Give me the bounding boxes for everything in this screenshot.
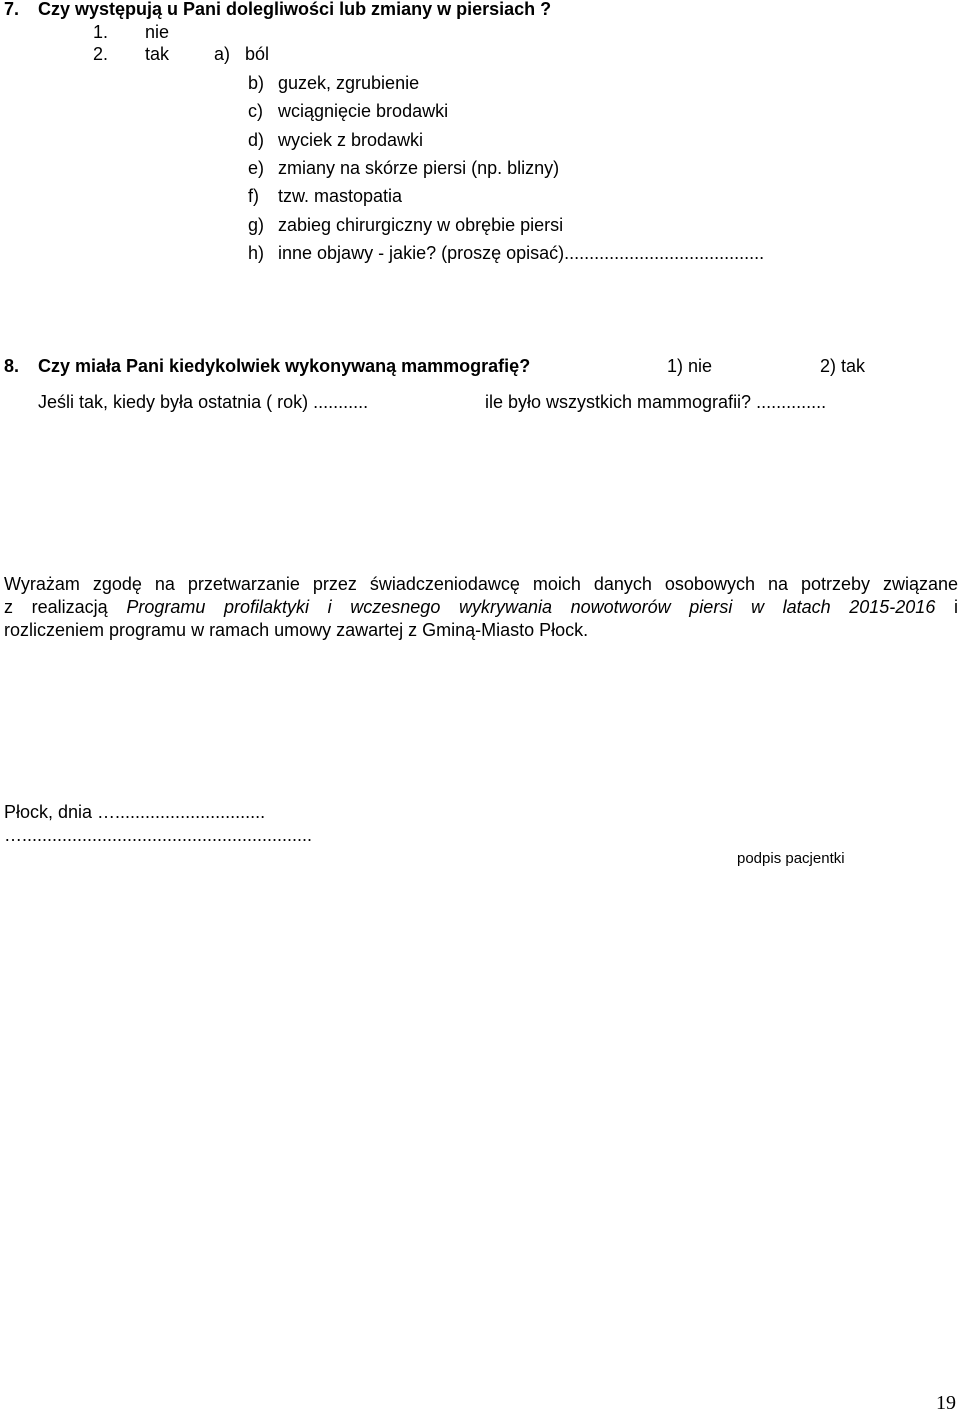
q7-subitem-a-text: ból xyxy=(245,44,270,64)
q7-subitem-f-letter: f) xyxy=(248,186,259,206)
q7-subitem-h-text: inne objawy - jakie? (proszę opisać)........................................ xyxy=(278,243,765,263)
q7-subitem-d-text: wyciek z brodawki xyxy=(278,130,424,150)
q7-subitem-a-letter: a) xyxy=(214,44,231,64)
consent-line-2-pre: z realizacją xyxy=(4,597,108,617)
consent-line-2-post: i xyxy=(953,597,958,617)
consent-line-2 xyxy=(4,596,958,619)
q8-followup-last-year: Jeśli tak, kiedy była ostatnia ( rok) ........... xyxy=(38,392,369,412)
q7-subitem-b-text: guzek, zgrubienie xyxy=(278,73,420,93)
q7-subitem-e-letter: e) xyxy=(248,158,265,178)
signature-caption: podpis pacjentki xyxy=(737,850,845,867)
q7-subitem-c-text: wciągnięcie brodawki xyxy=(278,101,449,121)
consent-line-1: Wyrażam zgodę na przetwarzanie przez świadczeniodawcę moich danych osobowych na potrzeby związane xyxy=(4,574,958,594)
q7-subitem-g-letter: g) xyxy=(248,215,265,235)
q8-option-no: 1) nie xyxy=(667,356,713,376)
q7-option-2-number: 2. xyxy=(93,44,109,64)
q7-option-2-label: tak xyxy=(145,44,170,64)
q7-subitem-f-text: tzw. mastopatia xyxy=(278,186,403,206)
q7-subitem-g-text: zabieg chirurgiczny w obrębie piersi xyxy=(278,215,564,235)
q8-question: Czy miała Pani kiedykolwiek wykonywaną mammografię? xyxy=(38,356,531,376)
page-number: 19 xyxy=(936,1392,956,1414)
q7-subitem-d-letter: d) xyxy=(248,130,265,150)
q7-question: Czy występują u Pani dolegliwości lub zmiany w piersiach ? xyxy=(38,0,552,19)
q7-subitem-h-letter: h) xyxy=(248,243,265,263)
q7-option-1-label: nie xyxy=(145,22,170,42)
q7-option-1-number: 1. xyxy=(93,22,109,42)
q8-number: 8. xyxy=(4,356,20,376)
program-name: Programu profilaktyki i wczesnego wykrywania nowotworów piersi w latach 2015-2016 xyxy=(126,597,936,617)
q7-subitem-e-text: zmiany na skórze piersi (np. blizny) xyxy=(278,158,560,178)
q7-subitem-b-letter: b) xyxy=(248,73,265,93)
place-date-field: Płock, dnia ….............................. xyxy=(4,802,266,822)
q8-option-yes: 2) tak xyxy=(820,356,866,376)
consent-line-3: rozliczeniem programu w ramach umowy zawartej z Gminą-Miasto Płock. xyxy=(4,620,589,640)
q7-number: 7. xyxy=(4,0,20,19)
consent-paragraph xyxy=(4,573,958,642)
q7-subitem-c-letter: c) xyxy=(248,101,263,121)
signature-dots: ….......................................................... xyxy=(4,825,313,845)
q8-followup-count: ile było wszystkich mammografii? .............. xyxy=(485,392,827,412)
